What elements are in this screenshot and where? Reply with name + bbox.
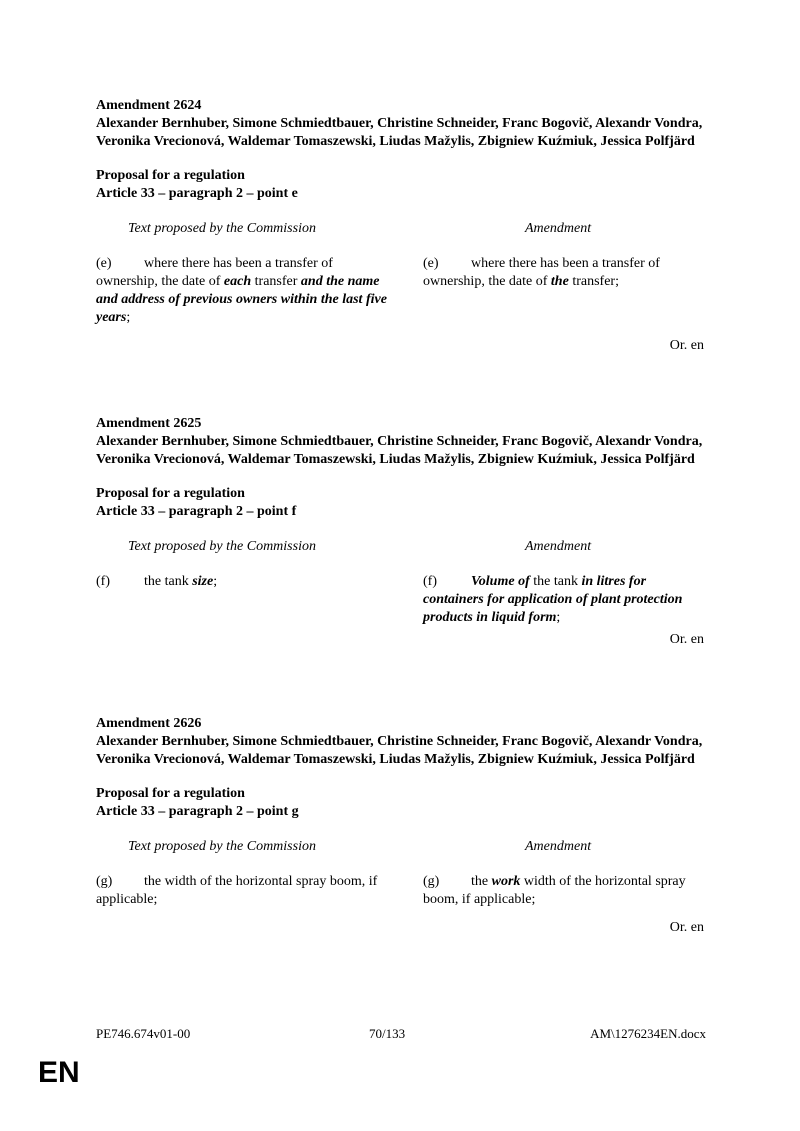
proposal-label: Proposal for a regulation — [96, 786, 245, 801]
commission-text-heading: Text proposed by the Commission — [128, 539, 316, 554]
commission-text: (g) the width of the horizontal spray boom, if applicable; — [96, 874, 378, 907]
amendment-text: (f) Volume of the tank in litres for containers for application of plant protection products in liquid form; — [423, 574, 683, 625]
amendment-heading: Amendment — [525, 539, 592, 554]
amendment-2625 — [96, 415, 708, 649]
amendment-authors: Alexander Bernhuber, Simone Schmiedtbauer, Christine Schneider, Franc Bogovič, Alexandr Vondra, Veronika Vrecionová, Waldemar Tomaszewski, Liudas Mažylis, Zbigniew Kuźmiuk, Jessica Polfjärd — [96, 116, 703, 149]
original-language: Or. en — [669, 632, 704, 647]
document-reference: PE746.674v01-00 — [96, 1026, 191, 1041]
amendment-heading: Amendment — [525, 839, 592, 854]
document-filename: AM\1276234EN.docx — [590, 1026, 706, 1041]
page-number: 70/133 — [369, 1026, 406, 1041]
point-label: (g) — [423, 874, 440, 889]
page-footer — [96, 1025, 706, 1043]
amendment-authors: Alexander Bernhuber, Simone Schmiedtbauer, Christine Schneider, Franc Bogovič, Alexandr Vondra, Veronika Vrecionová, Waldemar Tomaszewski, Liudas Mažylis, Zbigniew Kuźmiuk, Jessica Polfjärd — [96, 734, 703, 767]
point-label: (f) — [96, 574, 110, 589]
commission-text-heading: Text proposed by the Commission — [128, 221, 316, 236]
proposal-label: Proposal for a regulation — [96, 168, 245, 183]
article-reference: Article 33 – paragraph 2 – point f — [96, 504, 297, 519]
point-label: (e) — [96, 256, 112, 271]
article-reference: Article 33 – paragraph 2 – point g — [96, 804, 299, 819]
point-label: (g) — [96, 874, 113, 889]
amendment-2626 — [96, 715, 708, 937]
amendment-authors: Alexander Bernhuber, Simone Schmiedtbauer, Christine Schneider, Franc Bogovič, Alexandr Vondra, Veronika Vrecionová, Waldemar Tomaszewski, Liudas Mažylis, Zbigniew Kuźmiuk, Jessica Polfjärd — [96, 434, 703, 467]
point-label: (f) — [423, 574, 437, 589]
amendment-number: Amendment 2624 — [96, 98, 202, 113]
language-code: EN — [38, 1056, 80, 1089]
amendment-text: (e) where there has been a transfer of ownership, the date of the transfer; — [423, 256, 660, 289]
amendment-2624 — [96, 97, 708, 355]
commission-text: (f) the tank size; — [96, 574, 218, 589]
amendment-heading: Amendment — [525, 221, 592, 236]
commission-text-heading: Text proposed by the Commission — [128, 839, 316, 854]
amendment-text: (g) the work width of the horizontal spray boom, if applicable; — [423, 874, 686, 907]
amendment-number: Amendment 2625 — [96, 416, 202, 431]
amendment-number: Amendment 2626 — [96, 716, 202, 731]
article-reference: Article 33 – paragraph 2 – point e — [96, 186, 298, 201]
proposal-label: Proposal for a regulation — [96, 486, 245, 501]
original-language: Or. en — [669, 920, 704, 935]
point-label: (e) — [423, 256, 439, 271]
original-language: Or. en — [669, 338, 704, 353]
commission-text: (e) where there has been a transfer of ownership, the date of each transfer and the name and address of previous owners within the last five years; — [96, 256, 387, 325]
